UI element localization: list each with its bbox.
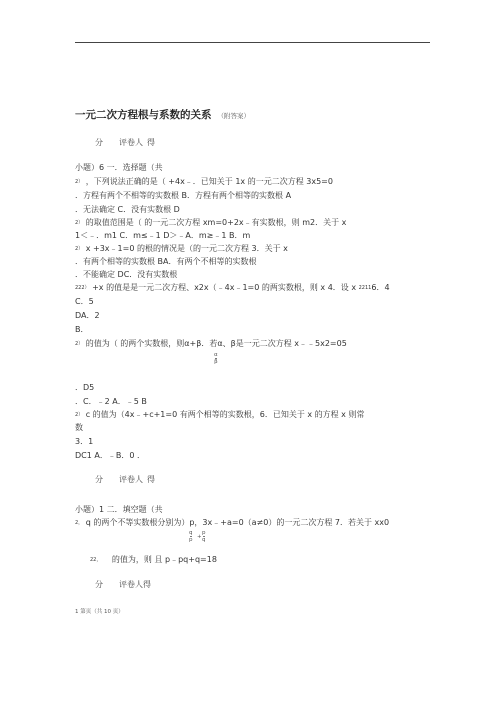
score-col-grader: 评卷人	[119, 138, 143, 147]
option-line: 1＜﹣．m1 C．m≤﹣1 D＞﹣A．m≥﹣1 B．m	[75, 231, 251, 240]
plus-sign: +	[197, 534, 202, 540]
score-col-grader: 评卷人	[119, 475, 143, 484]
option-line: ．不能确定 DC．没有实数根	[75, 270, 178, 279]
option-line: ．无法确定 C．没有实数根 D	[75, 205, 180, 214]
question-line-cont: 数	[75, 423, 83, 432]
score-col-get: 得	[147, 475, 155, 484]
header-rule	[75, 42, 430, 43]
question-line: 2） x +3x﹣1=0 的根的情况是（的一元二次方程 3．关于 x	[75, 244, 288, 253]
option-line: ．D5	[75, 383, 95, 392]
option-line: C．5	[75, 297, 94, 306]
question-line: 2） 的取值范围是（ 的一元二次方程 xm=0+2x﹣有实数根，则 m2．关于 x	[75, 218, 347, 227]
title-note: （附答案）	[217, 112, 250, 120]
option-line: ．C．﹣2 A．﹣5 B	[75, 397, 147, 406]
option-line: B．	[75, 325, 89, 334]
page-footer: 1 第页（共 10 页）	[75, 609, 124, 615]
title-text: 一元二次方程根与系数的关系	[75, 109, 212, 121]
question-line: 2） 的值为（ 的两个实数根，则α+β．若α、β是一元二次方程 x﹣﹣5x2=05	[75, 339, 347, 348]
option-line: DC1 A．﹣B．0 ．	[75, 451, 145, 460]
option-line: DA．2	[75, 311, 100, 320]
question-line: 2） c 的值为（4x﹣+c+1=0 有两个相等的实数根，6．已知关于 x 的方程 x 则常	[75, 410, 365, 419]
option-line: ．有两个相等的实数根 BA．有两个不相等的实数根	[75, 257, 257, 266]
score-col-get: 得	[147, 138, 155, 147]
option-line: ．方程有两个不相等的实数根 B．方程有两个相等的实数根 A	[75, 191, 292, 200]
section-heading: 小题）6 一．选择题（共	[75, 163, 163, 172]
question-line: 22， 的值为，则 且 p﹣pq+q=18	[90, 555, 217, 564]
question-line: 222） +x 的值是是一元二次方程、x2x（﹣4x﹣1=0 的两实数根，则 x 4．设 x 22116．4	[75, 283, 390, 292]
question-line: 2） ，下列说法正确的是（ +4x﹣．已知关于 1x 的一元二次方程 3x5=0	[75, 177, 333, 186]
option-line: 3．1	[75, 437, 94, 446]
fraction-p-over-q: p q	[202, 530, 206, 543]
score-col-score: 分	[95, 475, 103, 484]
fraction-alpha-beta: α β	[214, 352, 218, 365]
score-col-grader: 评卷人得	[119, 580, 151, 589]
score-col-score: 分	[95, 138, 103, 147]
fraction-q-over-p: q p	[189, 530, 193, 543]
section-heading: 小题）1 二．填空题（共	[75, 505, 163, 514]
question-line: 2， q 的两个不等实数根分别为）p，3x﹣+a=0（a≠0）的一元二次方程 7．若关于 xx0	[75, 518, 390, 527]
score-col-score: 分	[95, 580, 103, 589]
document-title	[75, 107, 250, 122]
